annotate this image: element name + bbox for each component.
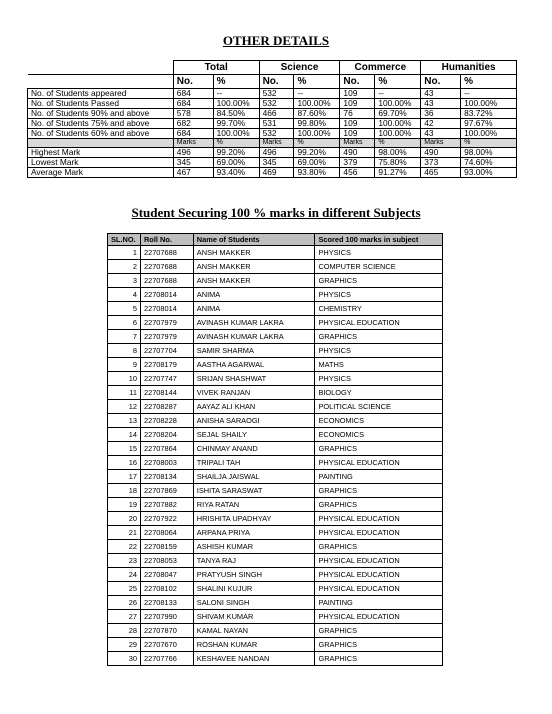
row-value: 76 [340, 109, 375, 119]
table-row [108, 652, 443, 666]
subject-cell: GRAPHICS [315, 330, 443, 344]
row-value: 42 [421, 119, 461, 129]
row-value: -- [294, 89, 340, 99]
marks-header: Marks [259, 139, 294, 148]
row-value: -- [461, 89, 517, 99]
roll-no-cell: 22707979 [140, 330, 193, 344]
row-value: 43 [421, 99, 461, 109]
table-row [108, 554, 443, 568]
sl-no-cell: 21 [108, 526, 141, 540]
marks-header: Marks [421, 139, 461, 148]
subject-cell: COMPUTER SCIENCE [315, 260, 443, 274]
column-header: Name of Students [193, 234, 315, 246]
row-value: -- [213, 89, 259, 99]
student-name-cell: SHAILJA JAISWAL [193, 470, 315, 484]
subject-cell: ECONOMICS [315, 428, 443, 442]
row-value: 83.72% [461, 109, 517, 119]
row-label: No. of Students 60% and above [28, 129, 174, 139]
mark-row [28, 168, 517, 178]
row-value: 490 [340, 148, 375, 158]
table-row [108, 624, 443, 638]
sl-no-cell: 26 [108, 596, 141, 610]
table-row [108, 344, 443, 358]
student-name-cell: HRISHITA UPADHYAY [193, 512, 315, 526]
sl-no-cell: 24 [108, 568, 141, 582]
page-title: OTHER DETAILS [222, 33, 330, 48]
row-value: 490 [421, 148, 461, 158]
roll-no-cell: 22708014 [140, 302, 193, 316]
roll-no-cell: 22707766 [140, 652, 193, 666]
subject-cell: PHYSICAL EDUCATION [315, 316, 443, 330]
column-header: Scored 100 marks in subject [315, 234, 443, 246]
row-value: 466 [259, 109, 294, 119]
students-table [107, 233, 443, 666]
roll-no-cell: 22708287 [140, 400, 193, 414]
row-value: -- [375, 89, 421, 99]
row-value: 496 [259, 148, 294, 158]
sub-header-row [28, 75, 517, 89]
roll-no-cell: 22707688 [140, 260, 193, 274]
table-row [108, 540, 443, 554]
table-row [108, 470, 443, 484]
student-name-cell: CHINMAY ANAND [193, 442, 315, 456]
summary-row [28, 129, 517, 139]
row-value: 109 [340, 119, 375, 129]
marks-header: % [213, 139, 259, 148]
subject-cell: CHEMISTRY [315, 302, 443, 316]
table-row [108, 386, 443, 400]
row-value: 43 [421, 129, 461, 139]
marks-header: % [375, 139, 421, 148]
roll-no-cell: 22708159 [140, 540, 193, 554]
student-name-cell: ASHISH KUMAR [193, 540, 315, 554]
table-row [108, 498, 443, 512]
row-value: 465 [421, 168, 461, 178]
roll-no-cell: 22707864 [140, 442, 193, 456]
roll-no-cell: 22708144 [140, 386, 193, 400]
row-value: 682 [173, 119, 213, 129]
table-row [108, 638, 443, 652]
table-row [108, 568, 443, 582]
summary-row [28, 109, 517, 119]
sl-no-cell: 18 [108, 484, 141, 498]
row-value: 100.00% [375, 119, 421, 129]
subject-cell: GRAPHICS [315, 638, 443, 652]
table-row [108, 442, 443, 456]
sub-header: % [375, 75, 421, 89]
table-row [108, 330, 443, 344]
marks-header: % [294, 139, 340, 148]
student-name-cell: AVINASH KUMAR LAKRA [193, 316, 315, 330]
student-name-cell: TRIPALI TAH [193, 456, 315, 470]
subject-cell: GRAPHICS [315, 442, 443, 456]
sl-no-cell: 15 [108, 442, 141, 456]
row-label: Highest Mark [28, 148, 174, 158]
row-value: 99.20% [294, 148, 340, 158]
sl-no-cell: 6 [108, 316, 141, 330]
row-value: 93.40% [213, 168, 259, 178]
student-name-cell: RIYA RATAN [193, 498, 315, 512]
table-row [108, 414, 443, 428]
row-value: 373 [421, 158, 461, 168]
sl-no-cell: 16 [108, 456, 141, 470]
row-label: No. of Students Passed [28, 99, 174, 109]
row-value: 100.00% [294, 129, 340, 139]
table-row [108, 526, 443, 540]
student-name-cell: ROSHAN KUMAR [193, 638, 315, 652]
table-row [108, 302, 443, 316]
sl-no-cell: 11 [108, 386, 141, 400]
row-value: 100.00% [375, 129, 421, 139]
sl-no-cell: 19 [108, 498, 141, 512]
table-row [108, 582, 443, 596]
summary-row [28, 119, 517, 129]
sub-header: % [213, 75, 259, 89]
sub-header: No. [421, 75, 461, 89]
subject-cell: GRAPHICS [315, 498, 443, 512]
student-name-cell: ANIMA [193, 302, 315, 316]
row-value: 532 [259, 129, 294, 139]
row-value: 100.00% [294, 99, 340, 109]
roll-no-cell: 22707882 [140, 498, 193, 512]
subject-cell: PHYSICS [315, 344, 443, 358]
sl-no-cell: 30 [108, 652, 141, 666]
row-value: 100.00% [213, 99, 259, 109]
mark-row [28, 148, 517, 158]
table-row [108, 358, 443, 372]
row-value: 84.50% [213, 109, 259, 119]
blank-cell [28, 61, 174, 75]
sub-header: No. [259, 75, 294, 89]
student-name-cell: AAYAZ ALI KHAN [193, 400, 315, 414]
subject-cell: GRAPHICS [315, 624, 443, 638]
student-name-cell: AVINASH KUMAR LAKRA [193, 330, 315, 344]
subject-cell: PHYSICS [315, 246, 443, 260]
subject-cell: POLITICAL SCIENCE [315, 400, 443, 414]
sub-header: No. [340, 75, 375, 89]
row-value: 87.60% [294, 109, 340, 119]
roll-no-cell: 22708014 [140, 288, 193, 302]
row-value: 75.80% [375, 158, 421, 168]
roll-no-cell: 22708064 [140, 526, 193, 540]
blank-cell [28, 75, 174, 89]
subject-cell: GRAPHICS [315, 652, 443, 666]
row-label: No. of Students appeared [28, 89, 174, 99]
subject-cell: PHYSICS [315, 288, 443, 302]
roll-no-cell: 22708133 [140, 596, 193, 610]
subject-cell: PHYSICS [315, 372, 443, 386]
roll-no-cell: 22707869 [140, 484, 193, 498]
roll-no-cell: 22707870 [140, 624, 193, 638]
subject-cell: MATHS [315, 358, 443, 372]
table-row [108, 372, 443, 386]
row-value: 469 [259, 168, 294, 178]
roll-no-cell: 22708102 [140, 582, 193, 596]
table-row [108, 610, 443, 624]
row-value: 69.00% [213, 158, 259, 168]
row-value: 99.80% [294, 119, 340, 129]
row-value: 91.27% [375, 168, 421, 178]
row-value: 93.80% [294, 168, 340, 178]
student-name-cell: ARPANA PRIYA [193, 526, 315, 540]
sl-no-cell: 27 [108, 610, 141, 624]
sub-header: No. [173, 75, 213, 89]
sl-no-cell: 4 [108, 288, 141, 302]
student-name-cell: ANISHA SARAOGI [193, 414, 315, 428]
sl-no-cell: 25 [108, 582, 141, 596]
table-row [108, 484, 443, 498]
sl-no-cell: 14 [108, 428, 141, 442]
row-value: 531 [259, 119, 294, 129]
sl-no-cell: 20 [108, 512, 141, 526]
student-name-cell: VIVEK RANJAN [193, 386, 315, 400]
sl-no-cell: 8 [108, 344, 141, 358]
row-value: 100.00% [213, 129, 259, 139]
summary-row [28, 89, 517, 99]
row-value: 100.00% [461, 129, 517, 139]
group-header-row [28, 61, 517, 75]
section-title: Student Securing 100 % marks in different Subjects [131, 205, 421, 220]
sl-no-cell: 23 [108, 554, 141, 568]
mark-row [28, 158, 517, 168]
subject-cell: PAINTING [315, 470, 443, 484]
table-row [108, 246, 443, 260]
subject-cell: GRAPHICS [315, 274, 443, 288]
table-row [108, 288, 443, 302]
roll-no-cell: 22708053 [140, 554, 193, 568]
row-value: 109 [340, 129, 375, 139]
row-label: Average Mark [28, 168, 174, 178]
roll-no-cell: 22707704 [140, 344, 193, 358]
student-name-cell: SALONI SINGH [193, 596, 315, 610]
sl-no-cell: 10 [108, 372, 141, 386]
roll-no-cell: 22708134 [140, 470, 193, 484]
subject-cell: PAINTING [315, 596, 443, 610]
student-name-cell: KAMAL NAYAN [193, 624, 315, 638]
summary-row [28, 99, 517, 109]
sl-no-cell: 7 [108, 330, 141, 344]
student-name-cell: ANSH MAKKER [193, 274, 315, 288]
sl-no-cell: 9 [108, 358, 141, 372]
row-value: 36 [421, 109, 461, 119]
subject-cell: PHYSICAL EDUCATION [315, 568, 443, 582]
table-row [108, 428, 443, 442]
roll-no-cell: 22707922 [140, 512, 193, 526]
row-value: 532 [259, 99, 294, 109]
student-name-cell: PRATYUSH SINGH [193, 568, 315, 582]
row-value: 97.67% [461, 119, 517, 129]
table-row [108, 316, 443, 330]
roll-no-cell: 22708047 [140, 568, 193, 582]
sl-no-cell: 12 [108, 400, 141, 414]
subject-cell: BIOLOGY [315, 386, 443, 400]
column-header: SL.NO. [108, 234, 141, 246]
student-name-cell: AASTHA AGARWAL [193, 358, 315, 372]
roll-no-cell: 22708003 [140, 456, 193, 470]
table-row [108, 260, 443, 274]
subject-cell: PHYSICAL EDUCATION [315, 512, 443, 526]
sl-no-cell: 29 [108, 638, 141, 652]
roll-no-cell: 22708179 [140, 358, 193, 372]
roll-no-cell: 22708204 [140, 428, 193, 442]
sl-no-cell: 28 [108, 624, 141, 638]
student-name-cell: SHALINI KUJUR [193, 582, 315, 596]
row-value: 98.00% [461, 148, 517, 158]
subject-cell: PHYSICAL EDUCATION [315, 582, 443, 596]
row-value: 456 [340, 168, 375, 178]
sl-no-cell: 5 [108, 302, 141, 316]
student-name-cell: SAMIR SHARMA [193, 344, 315, 358]
student-name-cell: ANSH MAKKER [193, 246, 315, 260]
row-value: 684 [173, 99, 213, 109]
subject-cell: GRAPHICS [315, 540, 443, 554]
row-value: 74.60% [461, 158, 517, 168]
student-name-cell: SEJAL SHAILY [193, 428, 315, 442]
sl-no-cell: 13 [108, 414, 141, 428]
group-header: Humanities [421, 61, 517, 75]
student-name-cell: SRIJAN SHASHWAT [193, 372, 315, 386]
row-value: 467 [173, 168, 213, 178]
row-value: 100.00% [375, 99, 421, 109]
row-value: 379 [340, 158, 375, 168]
row-value: 578 [173, 109, 213, 119]
sl-no-cell: 3 [108, 274, 141, 288]
roll-no-cell: 22707688 [140, 274, 193, 288]
table-row [108, 274, 443, 288]
row-label: No. of Students 90% and above [28, 109, 174, 119]
summary-table [27, 60, 517, 178]
column-header: Roll No. [140, 234, 193, 246]
sub-header: % [461, 75, 517, 89]
subject-cell: PHYSICAL EDUCATION [315, 610, 443, 624]
row-value: 496 [173, 148, 213, 158]
row-value: 43 [421, 89, 461, 99]
row-value: 345 [173, 158, 213, 168]
roll-no-cell: 22707688 [140, 246, 193, 260]
row-value: 100.00% [461, 99, 517, 109]
subject-cell: GRAPHICS [315, 484, 443, 498]
sub-header: % [294, 75, 340, 89]
subject-cell: PHYSICAL EDUCATION [315, 456, 443, 470]
row-value: 69.00% [294, 158, 340, 168]
roll-no-cell: 22707670 [140, 638, 193, 652]
row-value: 109 [340, 99, 375, 109]
row-value: 345 [259, 158, 294, 168]
marks-header: Marks [340, 139, 375, 148]
row-value: 684 [173, 129, 213, 139]
marks-header: % [461, 139, 517, 148]
sl-no-cell: 17 [108, 470, 141, 484]
group-header: Science [259, 61, 340, 75]
row-value: 69.70% [375, 109, 421, 119]
sl-no-cell: 22 [108, 540, 141, 554]
student-name-cell: TANYA RAJ [193, 554, 315, 568]
sl-no-cell: 1 [108, 246, 141, 260]
roll-no-cell: 22707747 [140, 372, 193, 386]
roll-no-cell: 22707990 [140, 610, 193, 624]
row-value: 98.00% [375, 148, 421, 158]
roll-no-cell: 22707979 [140, 316, 193, 330]
student-name-cell: ANIMA [193, 288, 315, 302]
student-name-cell: SHIVAM KUMAR [193, 610, 315, 624]
subject-cell: PHYSICAL EDUCATION [315, 554, 443, 568]
group-header: Total [173, 61, 259, 75]
row-value: 99.20% [213, 148, 259, 158]
row-value: 99.70% [213, 119, 259, 129]
sl-no-cell: 2 [108, 260, 141, 274]
row-value: 684 [173, 89, 213, 99]
table-row [108, 596, 443, 610]
marks-header: Marks [173, 139, 213, 148]
student-name-cell: ISHITA SARASWAT [193, 484, 315, 498]
row-value: 109 [340, 89, 375, 99]
row-label: Lowest Mark [28, 158, 174, 168]
row-value: 93.00% [461, 168, 517, 178]
row-value: 532 [259, 89, 294, 99]
subject-cell: PHYSICAL EDUCATION [315, 526, 443, 540]
table-row [108, 400, 443, 414]
student-name-cell: ANSH MAKKER [193, 260, 315, 274]
roll-no-cell: 22708228 [140, 414, 193, 428]
group-header: Commerce [340, 61, 421, 75]
row-label: No. of Students 75% and above [28, 119, 174, 129]
table-row [108, 512, 443, 526]
table-row [108, 456, 443, 470]
student-name-cell: KESHAVEE NANDAN [193, 652, 315, 666]
subject-cell: ECONOMICS [315, 414, 443, 428]
